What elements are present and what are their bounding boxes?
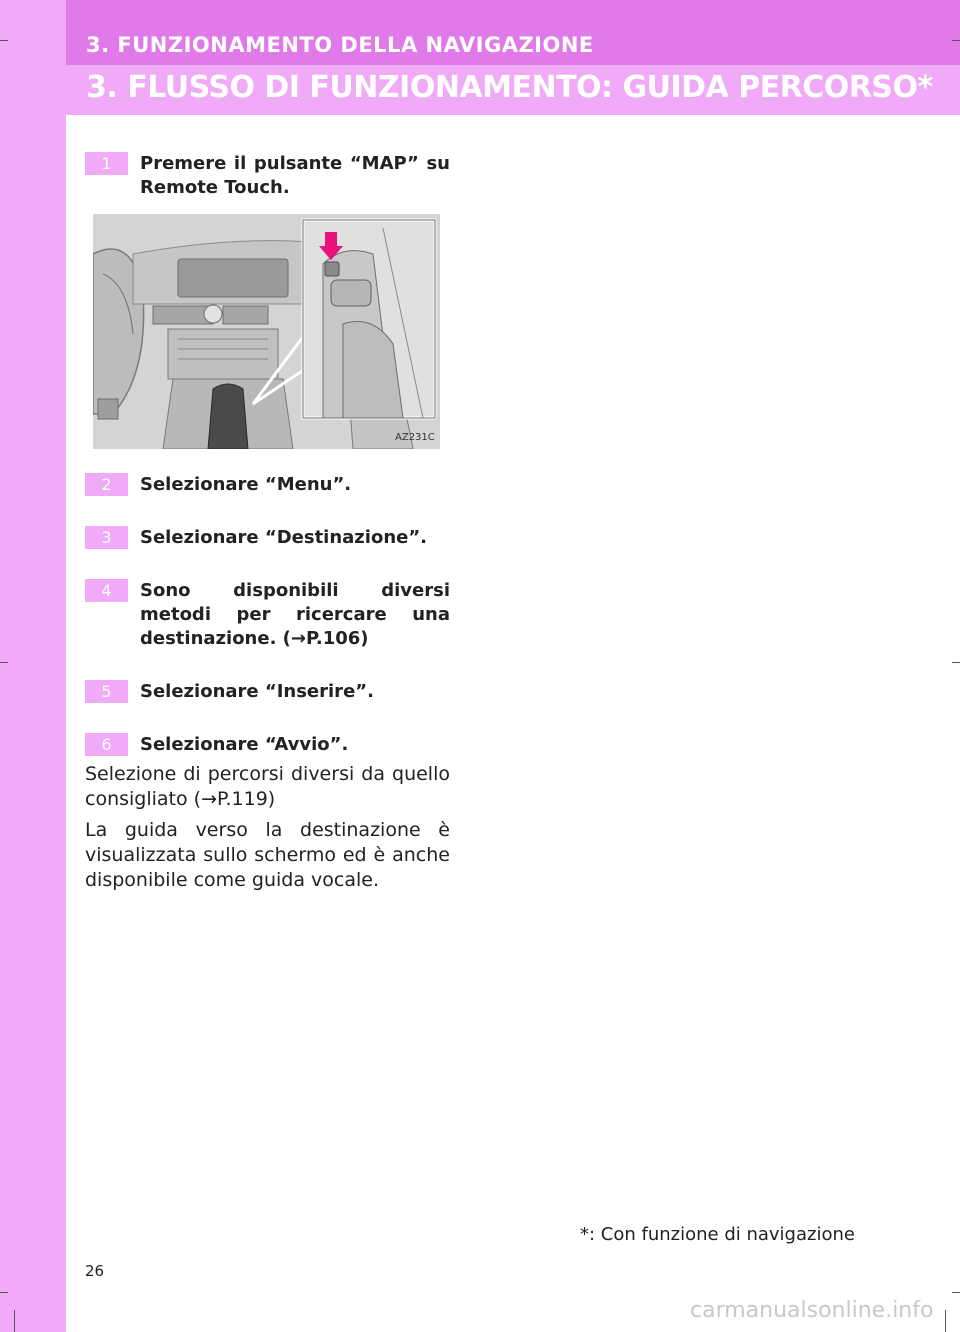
crop-mark — [952, 1292, 960, 1293]
section-header: 3. FUNZIONAMENTO DELLA NAVIGAZIONE — [86, 33, 594, 57]
footnote: *: Con funzione di navigazione — [580, 1224, 855, 1245]
step-number: 2 — [85, 473, 128, 496]
step-text: Selezionare “Menu”. — [140, 474, 352, 495]
crop-mark — [945, 1310, 946, 1332]
step-number: 5 — [85, 680, 128, 703]
step-number: 4 — [85, 579, 128, 602]
step-text: Selezionare “Avvio”. — [140, 734, 349, 755]
crop-mark — [14, 1310, 15, 1332]
step-number: 3 — [85, 526, 128, 549]
crop-mark — [952, 662, 960, 663]
crop-mark — [0, 1292, 8, 1293]
step-text: Selezionare “Destinazione”. — [140, 527, 428, 548]
step-number: 6 — [85, 733, 128, 756]
crop-mark — [952, 40, 960, 41]
page-title: 3. FLUSSO DI FUNZIONAMENTO: GUIDA PERCORSO* — [86, 70, 933, 105]
body-paragraph: Selezione di percorsi diversi da quello consigliato (→P.119) — [85, 763, 450, 810]
body-paragraph: La guida verso la destinazione è visualizzata sullo schermo ed è anche disponibile come guida vocale. — [85, 819, 450, 891]
page-number: 26 — [85, 1262, 105, 1280]
illustration-code: AZ231C — [395, 432, 435, 443]
step-text: Sono disponibili diversi metodi per ricercare una destinazione. (→P.106) — [140, 580, 450, 649]
crop-mark — [0, 662, 8, 663]
watermark: carmanualsonline.info — [690, 1298, 934, 1323]
step-number: 1 — [85, 152, 128, 175]
sidebar-band — [0, 0, 66, 1332]
step-text: Premere il pulsante “MAP” su Remote Touch. — [140, 153, 450, 198]
crop-mark — [0, 40, 8, 41]
remote-touch-illustration — [93, 214, 440, 449]
step-text: Selezionare “Inserire”. — [140, 681, 374, 702]
